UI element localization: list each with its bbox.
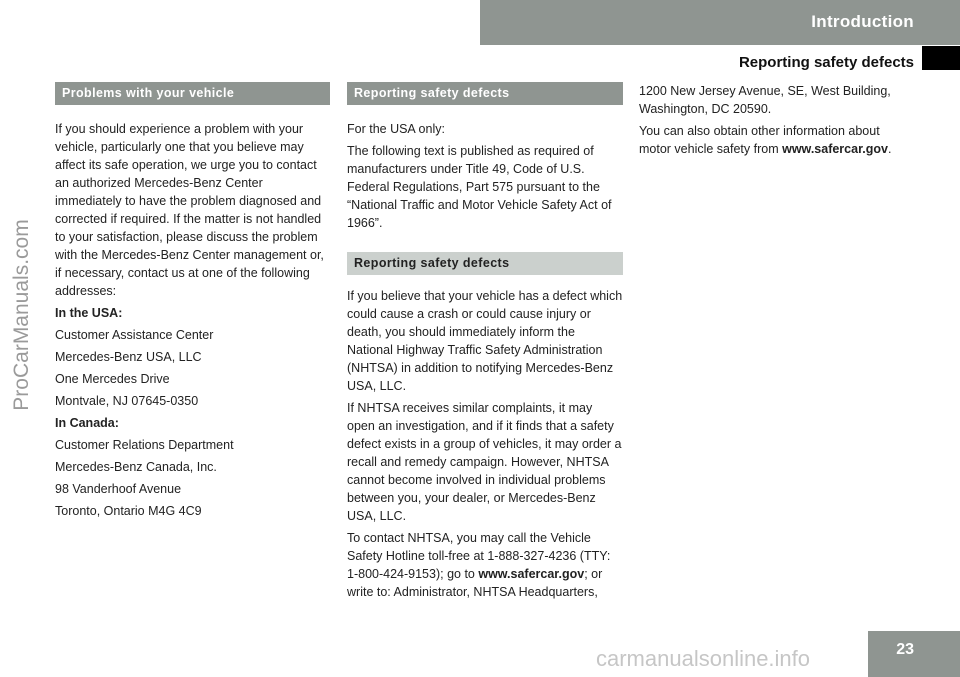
reporting-heading: Reporting safety defects <box>347 82 623 105</box>
side-watermark-text: ProCarManuals.com <box>10 219 33 411</box>
reporting-text-1 <box>347 120 623 232</box>
page-number: 23 <box>896 641 914 658</box>
page-number-box <box>868 631 960 677</box>
usa-address-line: Customer Assistance Center <box>55 328 214 342</box>
chapter-tab <box>480 0 960 45</box>
canada-address-line: Toronto, Ontario M4G 4C9 <box>55 504 202 518</box>
continued-text <box>639 82 915 158</box>
section-title: Reporting safety defects <box>738 54 914 71</box>
reporting-subheading: Reporting safety defects <box>347 252 623 275</box>
reporting-text-2 <box>347 287 623 601</box>
side-watermark <box>6 180 38 450</box>
contact-text: To contact NHTSA, you may call the Vehicle Safety Hotline toll-free at 1-888-327-4236 (TTY: 1-800-424-9153); go to <box>347 531 611 581</box>
column-continued <box>639 82 915 162</box>
bottom-watermark: carmanualsonline.info <box>596 646 811 671</box>
problems-text <box>55 120 330 520</box>
column-problems <box>55 82 330 524</box>
column-reporting <box>347 82 623 605</box>
chapter-title: Introduction <box>811 12 914 31</box>
canada-address-line: 98 Vanderhoof Avenue <box>55 482 182 496</box>
usa-label: In the USA: <box>55 306 123 320</box>
problems-heading: Problems with your vehicle <box>55 82 330 105</box>
usa-address-line: One Mercedes Drive <box>55 372 170 386</box>
investigation-paragraph: If NHTSA receives similar complaints, it may open an investigation, and if it finds that a safety defect exists in a group of vehicles, it may order a recall and remedy campaign. However, NHTSA cannot become involved in individual problems between you, your dealer, or Mercedes-Benz USA, LLC. <box>347 401 622 523</box>
hq-address: 1200 New Jersey Avenue, SE, West Building, Washington, DC 20590. <box>639 84 891 116</box>
safercar-link[interactable]: www.safercar.gov <box>478 567 585 581</box>
info-paragraph <box>639 122 915 158</box>
canada-label: In Canada: <box>55 416 119 430</box>
safercar-link[interactable]: www.safercar.gov <box>782 142 888 156</box>
canada-address-line: Mercedes-Benz Canada, Inc. <box>55 460 217 474</box>
usa-only-note: For the USA only: <box>347 122 445 136</box>
section-marker <box>922 46 960 70</box>
contact-text-end: ; or write to: Administrator, NHTSA Headquarters, <box>347 567 603 599</box>
usa-address-line: Montvale, NJ 07645-0350 <box>55 394 199 408</box>
contact-paragraph <box>347 529 623 601</box>
usa-address-line: Mercedes-Benz USA, LLC <box>55 350 202 364</box>
regulation-paragraph: The following text is published as required of manufacturers under Title 49, Code of U.S. Federal Regulations, Part 575 pursuant to the “National Traffic and Motor Vehicle Safety Act of 1966”. <box>347 144 612 230</box>
defect-paragraph: If you believe that your vehicle has a defect which could cause a crash or could cause injury or death, you should immediately inform the National Highway Traffic Safety Administration (NHTSA) in addition to notifying Mercedes-Benz USA, LLC. <box>347 289 623 393</box>
info-text-end: . <box>887 142 892 156</box>
problems-intro: If you should experience a problem with your vehicle, particularly one that you believe may affect its safe operation, we urge you to contact an authorized Mercedes-Benz Center immediately to have the problem diagnosed and corrected if required. If the matter is not handled to your satisfaction, please discuss the problem with the Mercedes-Benz Center management or, if necessary, contact us at one of the following addresses: <box>55 122 324 298</box>
canada-address-line: Customer Relations Department <box>55 438 234 452</box>
info-text: You can also obtain other information about motor vehicle safety from <box>639 124 880 156</box>
